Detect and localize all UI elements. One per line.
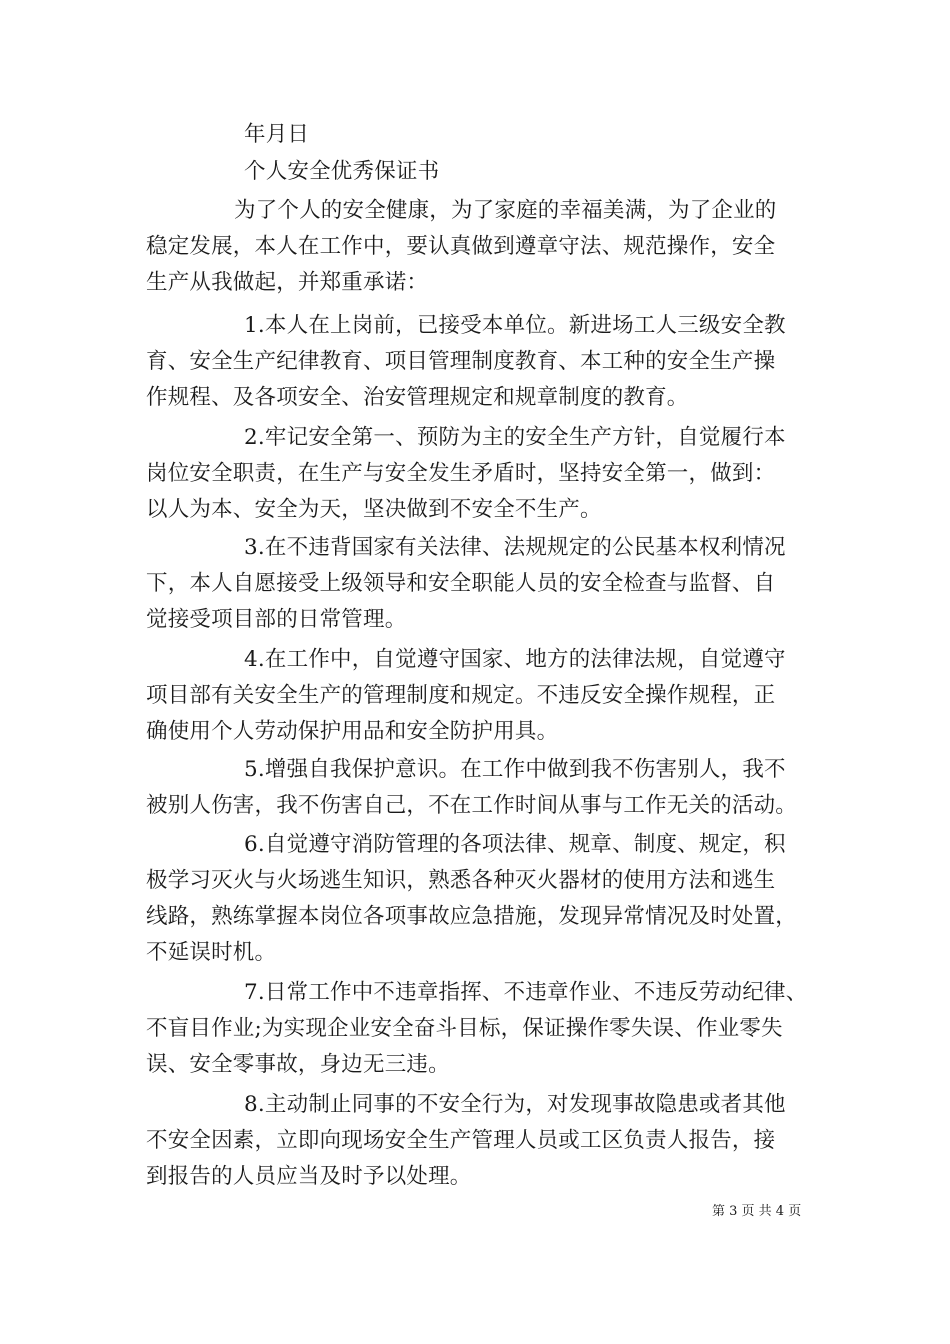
- page-indicator: 第 3 页 共 4 页: [712, 1204, 802, 1219]
- item-7-line-2: 不盲目作业;为实现企业安全奋斗目标，保证操作零失误、作业零失: [146, 1016, 783, 1041]
- item-5-line-2: 被别人伤害，我不伤害自己，不在工作时间从事与工作无关的活动。: [146, 793, 798, 818]
- item-6-line-1: 6.自觉遵守消防管理的各项法律、规章、制度、规定，积: [244, 832, 786, 857]
- date-line: 年月日: [244, 122, 310, 147]
- item-8-line-2: 不安全因素，立即向现场安全生产管理人员或工区负责人报告，接: [146, 1128, 776, 1153]
- item-2-line-2: 岗位安全职责，在生产与安全发生矛盾时，坚持安全第一，做到：: [146, 461, 776, 486]
- item-7-line-1: 7.日常工作中不违章指挥、不违章作业、不违反劳动纪律、: [244, 980, 808, 1005]
- item-6-line-4: 不延误时机。: [146, 940, 277, 965]
- item-8-line-1: 8.主动制止同事的不安全行为，对发现事故隐患或者其他: [244, 1092, 786, 1117]
- item-3-line-1: 3.在不违背国家有关法律、法规规定的公民基本权利情况: [244, 535, 786, 560]
- item-6-line-2: 极学习灭火与火场逃生知识，熟悉各种灭火器材的使用方法和逃生: [146, 868, 776, 893]
- item-5-line-1: 5.增强自我保护意识。在工作中做到我不伤害别人，我不: [244, 757, 786, 782]
- item-6-line-3: 线路，熟练掌握本岗位各项事故应急措施，发现异常情况及时处置，: [146, 904, 798, 929]
- intro-line-2: 稳定发展，本人在工作中，要认真做到遵章守法、规范操作，安全: [146, 234, 776, 259]
- document-title: 个人安全优秀保证书: [244, 159, 440, 184]
- item-4-line-3: 确使用个人劳动保护用品和安全防护用具。: [146, 719, 559, 744]
- item-4-line-2: 项目部有关安全生产的管理制度和规定。不违反安全操作规程，正: [146, 683, 776, 708]
- item-1-line-3: 作规程、及各项安全、治安管理规定和规章制度的教育。: [146, 385, 689, 410]
- item-4-line-1: 4.在工作中，自觉遵守国家、地方的法律法规，自觉遵守: [244, 647, 786, 672]
- item-7-line-3: 误、安全零事故，身边无三违。: [146, 1052, 450, 1077]
- item-3-line-3: 觉接受项目部的日常管理。: [146, 607, 407, 632]
- item-1-line-1: 1.本人在上岗前，已接受本单位。新进场工人三级安全教: [244, 313, 786, 338]
- item-3-line-2: 下，本人自愿接受上级领导和安全职能人员的安全检查与监督、自: [146, 571, 776, 596]
- item-2-line-1: 2.牢记安全第一、预防为主的安全生产方针，自觉履行本: [244, 425, 786, 450]
- item-1-line-2: 育、安全生产纪律教育、项目管理制度教育、本工种的安全生产操: [146, 349, 776, 374]
- intro-line-3: 生产从我做起，并郑重承诺：: [146, 270, 429, 295]
- intro-line-1: 为了个人的安全健康，为了家庭的幸福美满，为了企业的: [234, 198, 777, 223]
- item-8-line-3: 到报告的人员应当及时予以处理。: [146, 1164, 472, 1189]
- item-2-line-3: 以人为本、安全为天，坚决做到不安全不生产。: [146, 497, 602, 522]
